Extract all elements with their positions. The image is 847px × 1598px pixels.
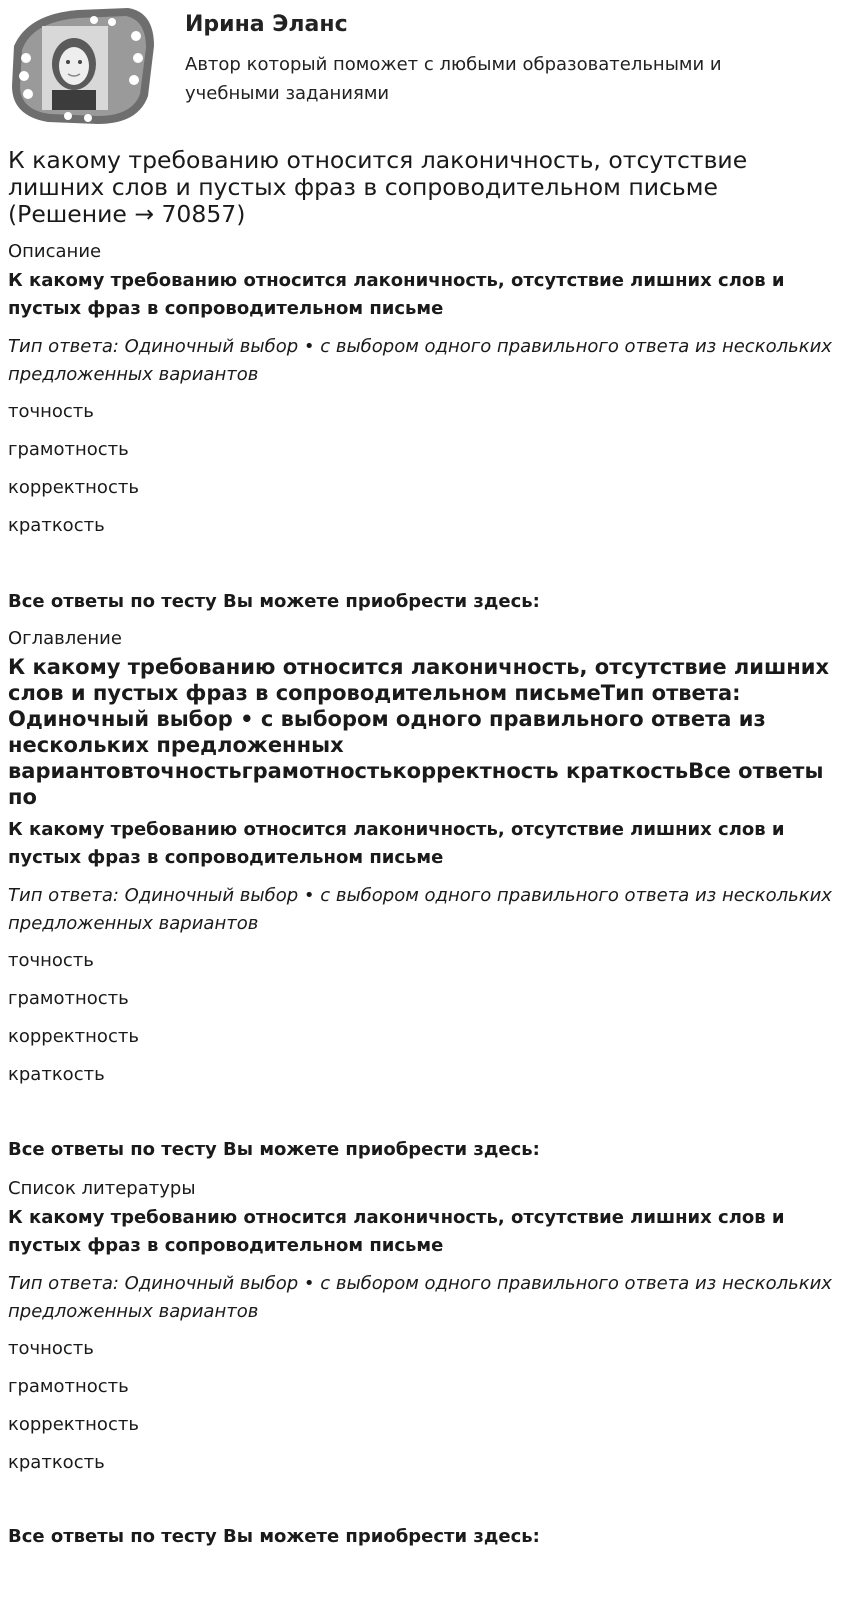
literature-section: [8, 1178, 838, 1547]
page: [8, 0, 838, 1547]
description-label: Описание: [8, 241, 102, 262]
answer-type: Тип ответа: Одиночный выбор • с выбором одного правильного ответа из нескольких предложенных вариантов: [8, 885, 832, 934]
options-list: [8, 401, 838, 537]
list-item: грамотность: [8, 988, 129, 1009]
contents-label: Оглавление: [8, 628, 122, 649]
options-list: [8, 950, 838, 1086]
list-item: корректность: [8, 1414, 139, 1435]
buy-answers-text: Все ответы по тесту Вы можете приобрести здесь:: [8, 1526, 540, 1547]
page-title: К какому требованию относится лаконичность, отсутствие лишних слов и пустых фраз в сопроводительном письме (Решение → 70857): [8, 146, 748, 228]
literature-label: Список литературы: [8, 1178, 196, 1199]
list-item: краткость: [8, 515, 105, 536]
author-bio: Автор который поможет с любыми образовательными и учебными заданиями: [185, 54, 722, 104]
description-section: [8, 241, 838, 612]
list-item: точность: [8, 950, 94, 971]
contents-section: [8, 628, 838, 1160]
question-text: К какому требованию относится лаконичность, отсутствие лишних слов и пустых фраз в сопроводительном письме: [8, 1207, 785, 1256]
author-name[interactable]: Ирина Эланс: [185, 12, 348, 37]
list-item: корректность: [8, 1026, 139, 1047]
author-avatar[interactable]: [8, 6, 156, 126]
list-item: краткость: [8, 1064, 105, 1085]
author-photo: [42, 26, 108, 110]
question-text: К какому требованию относится лаконичность, отсутствие лишних слов и пустых фраз в сопроводительном письме: [8, 270, 785, 319]
list-item: корректность: [8, 477, 139, 498]
list-item: точность: [8, 1338, 94, 1359]
buy-answers-text: Все ответы по тесту Вы можете приобрести здесь:: [8, 1139, 540, 1160]
buy-answers-text: Все ответы по тесту Вы можете приобрести здесь:: [8, 591, 540, 612]
list-item: точность: [8, 401, 94, 422]
contents-summary: К какому требованию относится лаконичность, отсутствие лишних слов и пустых фраз в сопроводительном письмеТип ответа: Одиночный выбор • с выбором одного правильного ответа из нескольких предложенных вариантовточностьграмотностькорректность краткостьВсе ответы по: [8, 655, 830, 809]
author-card: [8, 0, 838, 140]
question-text: К какому требованию относится лаконичность, отсутствие лишних слов и пустых фраз в сопроводительном письме: [8, 819, 785, 868]
list-item: грамотность: [8, 439, 129, 460]
list-item: грамотность: [8, 1376, 129, 1397]
options-list: [8, 1338, 838, 1474]
list-item: краткость: [8, 1452, 105, 1473]
answer-type: Тип ответа: Одиночный выбор • с выбором одного правильного ответа из нескольких предложенных вариантов: [8, 1273, 832, 1322]
answer-type: Тип ответа: Одиночный выбор • с выбором одного правильного ответа из нескольких предложенных вариантов: [8, 336, 832, 385]
